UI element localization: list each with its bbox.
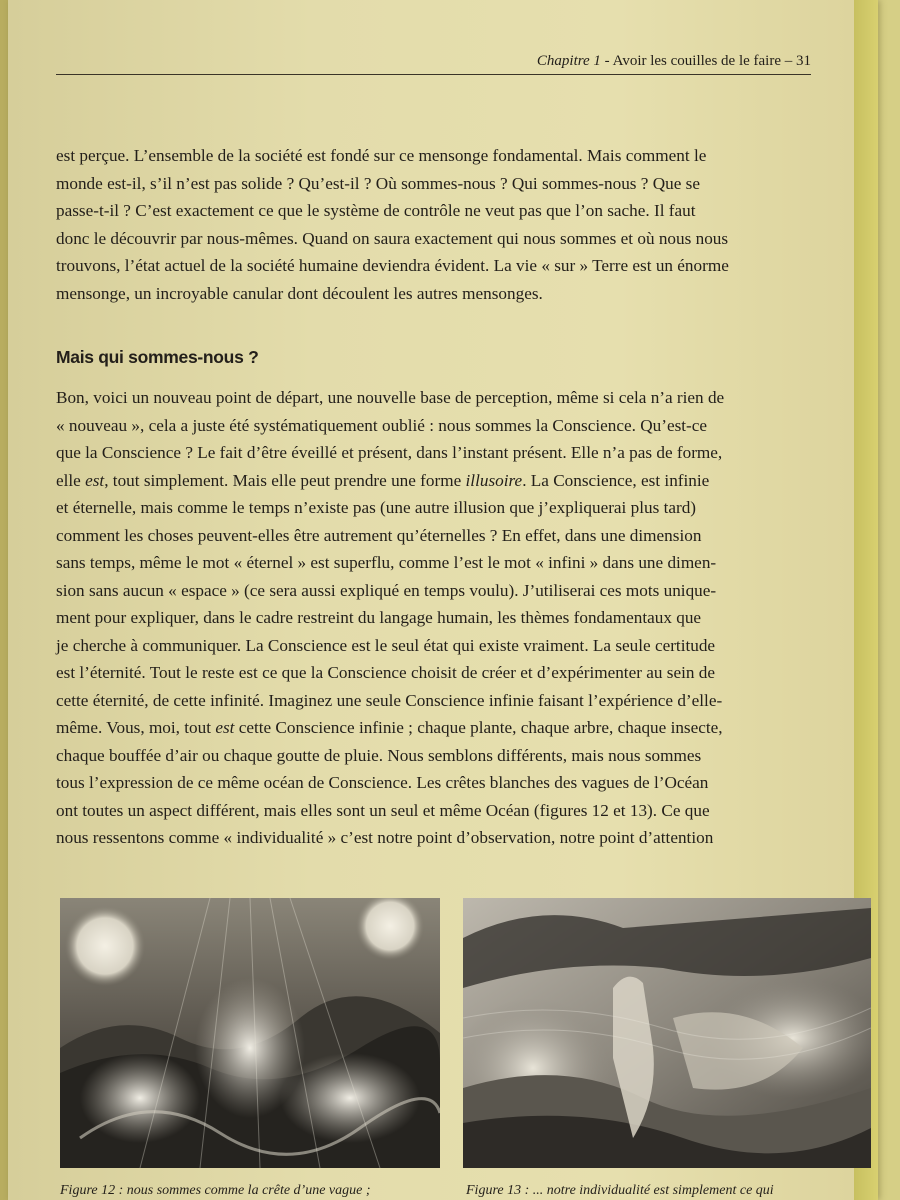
figure-13-caption: Figure 13 : ... notre individualité est simplement ce qui	[466, 1183, 774, 1198]
text-line: je cherche à communiquer. La Conscience est le seul état qui existe vraiment. La seule certitude	[56, 635, 716, 655]
text-line: sion sans aucun « espace » (ce sera aussi expliqué en temps voulu). J’utiliserai ces mots unique-	[56, 580, 717, 600]
text-line: cette éternité, de cette infinité. Imaginez une seule Conscience infinie faisant l’expérience d’elle-	[56, 690, 723, 710]
figure-12-caption: Figure 12 : nous sommes comme la crête d’une vague ;	[60, 1183, 371, 1198]
figure-illustration	[463, 898, 871, 1168]
section-heading: Mais qui sommes-nous ?	[56, 347, 259, 367]
intro-paragraph	[56, 142, 856, 307]
text-line: mensonge, un incroyable canular dont découlent les autres mensonges.	[56, 283, 543, 303]
text-run: , tout simplement. Mais elle peut prendre une forme	[104, 470, 466, 490]
text-line: nous ressentons comme « individualité » c’est notre point d’observation, notre point d’attention	[56, 828, 714, 847]
text-line: passe-t-il ? C’est exactement ce que le système de contrôle ne veut pas que l’on sache. Il faut	[56, 201, 696, 220]
text-line: est l’éternité. Tout le reste est ce que la Conscience choisit de créer et d’expérimenter au sein de	[56, 663, 715, 682]
figure-12-image	[60, 898, 440, 1168]
text-line: Bon, voici un nouveau point de départ, une nouvelle base de perception, même si cela n’a rien de	[56, 388, 725, 407]
emphasis: est	[85, 470, 105, 490]
emphasis: est	[215, 718, 235, 737]
text-line: monde est-il, s’il n’est pas solide ? Qu’est-il ? Où sommes-nous ? Qui sommes-nous ? Que se	[56, 173, 700, 193]
wave-illustration	[60, 898, 440, 1168]
page-number: – 31	[781, 53, 811, 69]
chapter-label: Chapitre 1	[536, 53, 601, 69]
text-line: sans temps, même le mot « éternel » est superflu, comme l’est le mot « infini » dans une dimen-	[56, 553, 717, 572]
text-line	[56, 467, 856, 495]
text-line: et éternelle, mais comme le temps n’existe pas (une autre illusion que j’expliquerai plus tard)	[56, 498, 697, 517]
text-line: tous l’expression de ce même océan de Conscience. Les crêtes blanches des vagues de l’Océan	[56, 773, 709, 792]
text-line: trouvons, l’état actuel de la société humaine deviendra évident. La vie « sur » Terre est un énorme	[56, 256, 729, 275]
text-run: elle	[56, 470, 86, 490]
text-line: chaque bouffée d’air ou chaque goutte de pluie. Nous semblons différents, mais nous sommes	[56, 745, 702, 765]
book-page	[8, 0, 878, 1200]
text-line: est perçue. L’ensemble de la société est fondé sur ce mensonge fondamental. Mais comment le	[56, 146, 707, 165]
text-line: ont toutes un aspect différent, mais elles sont un seul et même Océan (figures 12 et 13). Ce que	[56, 800, 710, 820]
text-line	[56, 714, 856, 742]
main-paragraph	[56, 384, 856, 852]
text-line: « nouveau », cela a juste été systématiquement oublié : nous sommes la Conscience. Qu’est-ce	[56, 415, 708, 435]
text-line: que la Conscience ? Le fait d’être éveillé et présent, dans l’instant présent. Elle n’a pas de forme,	[56, 443, 723, 462]
running-header	[56, 53, 811, 75]
text-line: donc le découvrir par nous-mêmes. Quand on saura exactement qui nous sommes et où nous nous	[56, 228, 729, 248]
text-run: cette Conscience infinie ; chaque plante, chaque arbre, chaque insecte,	[234, 718, 723, 737]
chapter-title: Avoir les couilles de le faire	[612, 53, 781, 69]
header-separator: -	[600, 53, 613, 69]
text-line: comment les choses peuvent-elles être autrement qu’éternelles ? En effet, dans une dimension	[56, 525, 702, 545]
text-line: ment pour expliquer, dans le cadre restreint du langage humain, les thèmes fondamentaux que	[56, 608, 702, 627]
figure-13-image	[463, 898, 871, 1168]
text-run: . La Conscience, est infinie	[522, 470, 710, 490]
text-run: même. Vous, moi, tout	[56, 718, 216, 737]
emphasis: illusoire	[465, 470, 523, 490]
